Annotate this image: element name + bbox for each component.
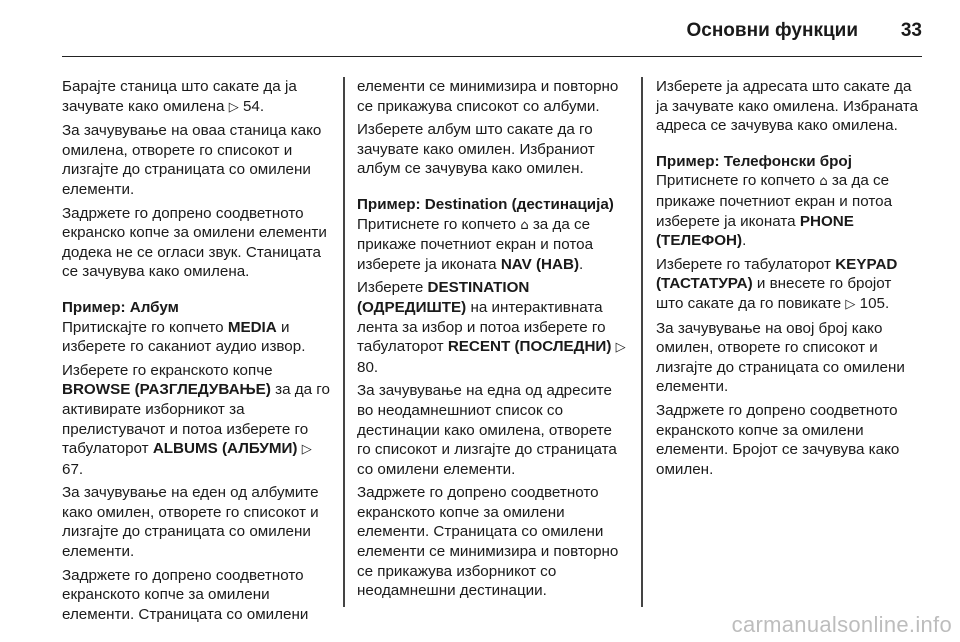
watermark[interactable]: carmanualsonline.info <box>731 612 952 637</box>
paragraph: Изберете албум што сакате да го зачувате како омилен. Избраниот албум се зачувува како омилен. <box>357 121 595 178</box>
icon-name: PHONE (ТЕЛЕФОН) <box>656 212 854 250</box>
column-3 <box>656 77 922 483</box>
button-name: MEDIA <box>227 318 277 336</box>
paragraph: Задржете го допрено соодветното екранското копче за омилени елементи. Бројот се зачувува како омилен. <box>656 401 900 478</box>
button-name: DESTINATION (ОДРЕДИШТЕ) <box>357 279 530 316</box>
arrow-reference-icon: ▷ <box>301 442 312 458</box>
home-button-icon: ⌂ <box>819 174 828 190</box>
tab-name: ALBUMS (АЛБУМИ) <box>152 440 298 458</box>
paragraph: Изберете DESTINATION (ОДРЕДИШТЕ) на интерактивната лента за избор и потоа изберете го табулаторот RECENT (ПОСЛЕДНИ) ▷ 80. <box>357 279 626 376</box>
page-title: Основни функции <box>686 20 858 41</box>
paragraph: Задржете го допрено соодветното екранското копче за омилени елементи. Страницата со омилени елементи се минимизира и повторно се прикажува изборникот со неодамнешни дестинации. <box>357 484 619 600</box>
paragraph: За зачувување на оваа станица како омилена, отворете го списокот и лизгајте до страницата со омилени елементи. <box>62 122 322 198</box>
paragraph: Изберете го табулаторот KEYPAD (ТАСТАТУРА) и внесете го бројот што сакате да го повикате ▷ 105. <box>656 255 898 312</box>
page-reference[interactable]: 54. <box>242 97 265 115</box>
paragraph: За зачувување на една од адресите во неодамнешниот список со дестинации како омилена, отворете го списокот и лизгајте до страницата со омилени елементи. <box>357 382 617 478</box>
tab-name: RECENT (ПОСЛЕДНИ) <box>447 338 612 356</box>
paragraph: За зачувување на еден од албумите како омилен, отворете го списокот и лизгајте до страницата со омилени елементи. <box>62 484 319 561</box>
arrow-reference-icon: ▷ <box>845 296 856 312</box>
icon-name: NAV (НАВ) <box>500 255 580 273</box>
page-header <box>62 14 922 57</box>
paragraph: За зачувување на овој број како омилен, отворете го списокот и лизгајте до страницата со омилени елементи. <box>656 319 905 396</box>
paragraph: Изберете ја адресата што сакате да ја зачувате како омилена. Избраната адреса се зачувува како омилена. <box>656 78 918 135</box>
button-name: BROWSE (РАЗГЛЕДУВАЊЕ) <box>62 381 271 399</box>
paragraph: Изберете го екранското копче BROWSE (РАЗГЛЕДУВАЊЕ) за да го активирате изборникот за прелистувачот и потоа изберете го табулаторот ALBUMS (АЛБУМИ) ▷ 67. <box>62 361 330 478</box>
paragraph: Задржете го допрено соодветното екранското копче за омилени елементи. Страницата со омилени <box>62 566 309 623</box>
page-reference[interactable]: 67. <box>62 460 84 478</box>
paragraph: Притиснете го копчето ⌂ за да се прикаже почетниот екран и потоа изберете ја иконата PHONE (ТЕЛЕФОН). <box>656 172 893 250</box>
paragraph: Притискајте го копчето MEDIA и изберете го саканиот аудио извор. <box>62 318 306 356</box>
column-divider <box>641 77 643 607</box>
paragraph: елементи се минимизира и повторно се прикажува списокот со албуми. <box>357 78 619 115</box>
home-button-icon: ⌂ <box>520 217 529 233</box>
section-heading: Пример: Destination (дестинација) <box>357 195 614 213</box>
section-heading: Пример: Албум <box>62 298 179 316</box>
paragraph: Притиснете го копчето ⌂ за да се прикаже почетниот екран и потоа изберете ја иконата NAV (НАВ). <box>357 215 594 273</box>
tab-name: KEYPAD (ТАСТАТУРА) <box>656 255 898 293</box>
page-reference[interactable]: 105. <box>859 294 890 312</box>
paragraph: Барајте станица што сакате да ја зачувате како омилена ▷ 54. <box>62 78 297 115</box>
column-1 <box>62 77 332 628</box>
section-heading: Пример: Телефонски број <box>656 152 852 170</box>
arrow-reference-icon: ▷ <box>615 340 626 356</box>
column-divider <box>343 77 345 607</box>
arrow-reference-icon: ▷ <box>228 99 239 115</box>
page-number: 33 <box>900 20 922 41</box>
column-2 <box>357 77 629 605</box>
page-reference[interactable]: 80. <box>357 358 379 376</box>
paragraph: Задржете го допрено соодветното екранско копче за омилени елементи додека не се огласи звук. Станицата се зачувува како омилена. <box>62 204 327 281</box>
